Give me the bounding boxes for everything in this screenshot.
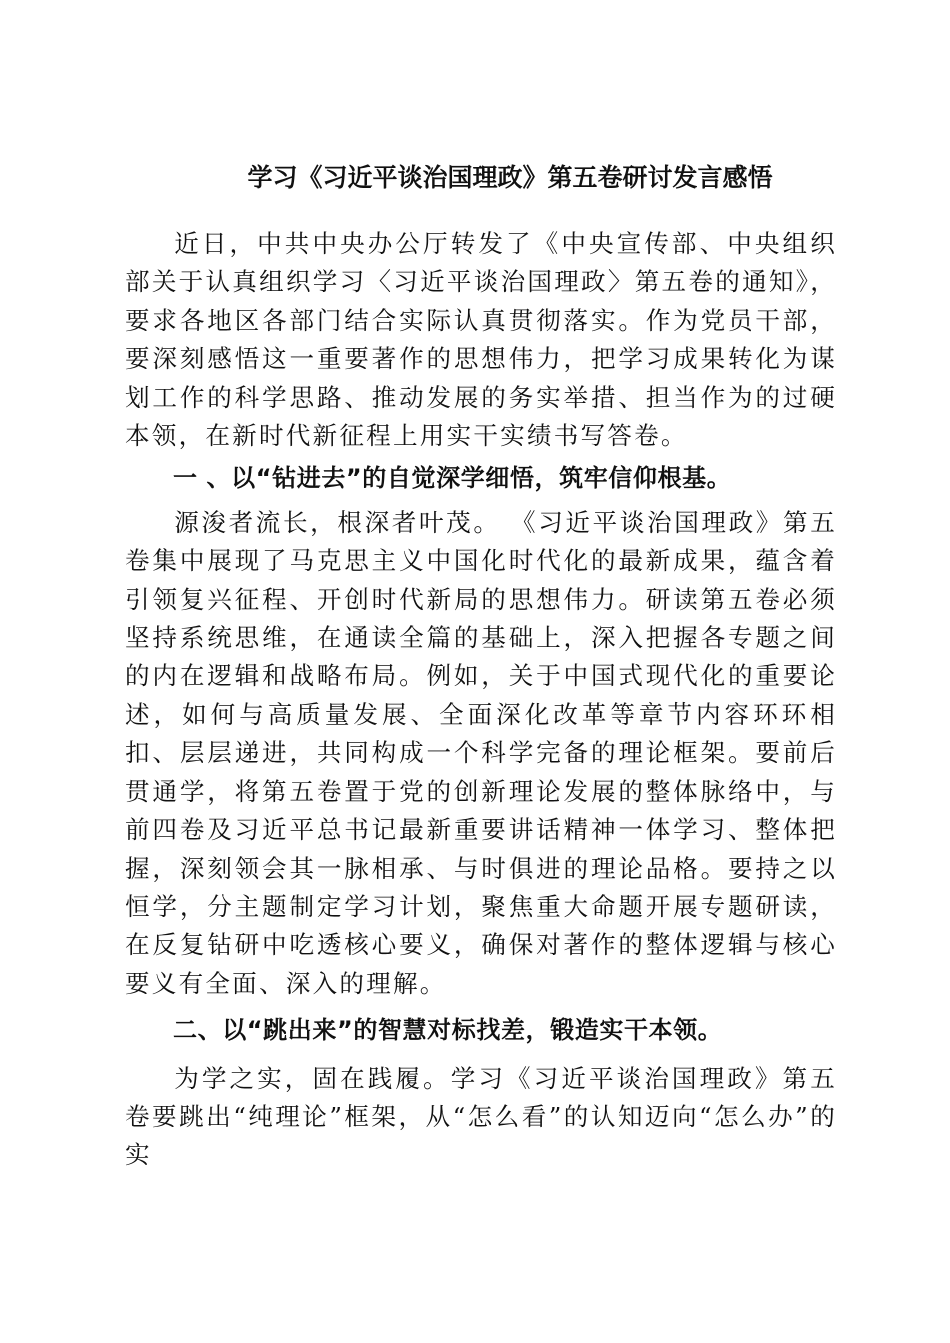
paragraph-intro: 近日，中共中央办公厅转发了《中央宣传部、中央组织部关于认真组织学习〈习近平谈治国理政〉第五卷的通知》，要求各地区各部门结合实际认真贯彻落实。作为党员干部，要深刻感悟这一重要著作的思想伟力，把学习成果转化为谋划工作的科学思路、推动发展的务实举措、担当作为的过硬本领，在新时代新征程上用实干实绩书写答卷。 bbox=[125, 229, 837, 451]
paragraph-section-1: 源浚者流长，根深者叶茂。 《习近平谈治国理政》第五卷集中展现了马克思主义中国化时代化的最新成果，蕴含着引领复兴征程、开创时代新局的思想伟力。研读第五卷必须坚持系统思维，在通读全篇的基础上，深入把握各专题之间的内在逻辑和战略布局。例如，关于中国式现代化的重要论述，如何与高质量发展、全面深化改革等章节内容环环相扣、层层递进，共同构成一个科学完备的理论框架。要前后贯通学，将第五卷置于党的创新理论发展的整体脉络中，与前四卷及习近平总书记最新重要讲话精神一体学习、整体把握，深刻领会其一脉相承、与时俱进的理论品格。要持之以恒学，分主题制定学习计划，聚焦重大命题开展专题研读，在反复钻研中吃透核心要义，确保对著作的整体逻辑与核心要义有全面、深入的理解。 bbox=[125, 507, 837, 998]
document-body bbox=[125, 225, 837, 1175]
section-heading-1: 一 、以“钻进去”的自觉深学细悟，筑牢信仰根基。 bbox=[173, 464, 732, 493]
section-heading-2: 二、以“跳出来”的智慧对标找差，锻造实干本领。 bbox=[173, 1016, 723, 1045]
document-title: 学习《习近平谈治国理政》第五卷研讨发言感悟 bbox=[247, 163, 773, 192]
paragraph-section-2: 为学之实，固在践履。学习《习近平谈治国理政》第五卷要跳出“纯理论”框架，从“怎么看”的认知迈向“怎么办”的实 bbox=[125, 1063, 837, 1170]
